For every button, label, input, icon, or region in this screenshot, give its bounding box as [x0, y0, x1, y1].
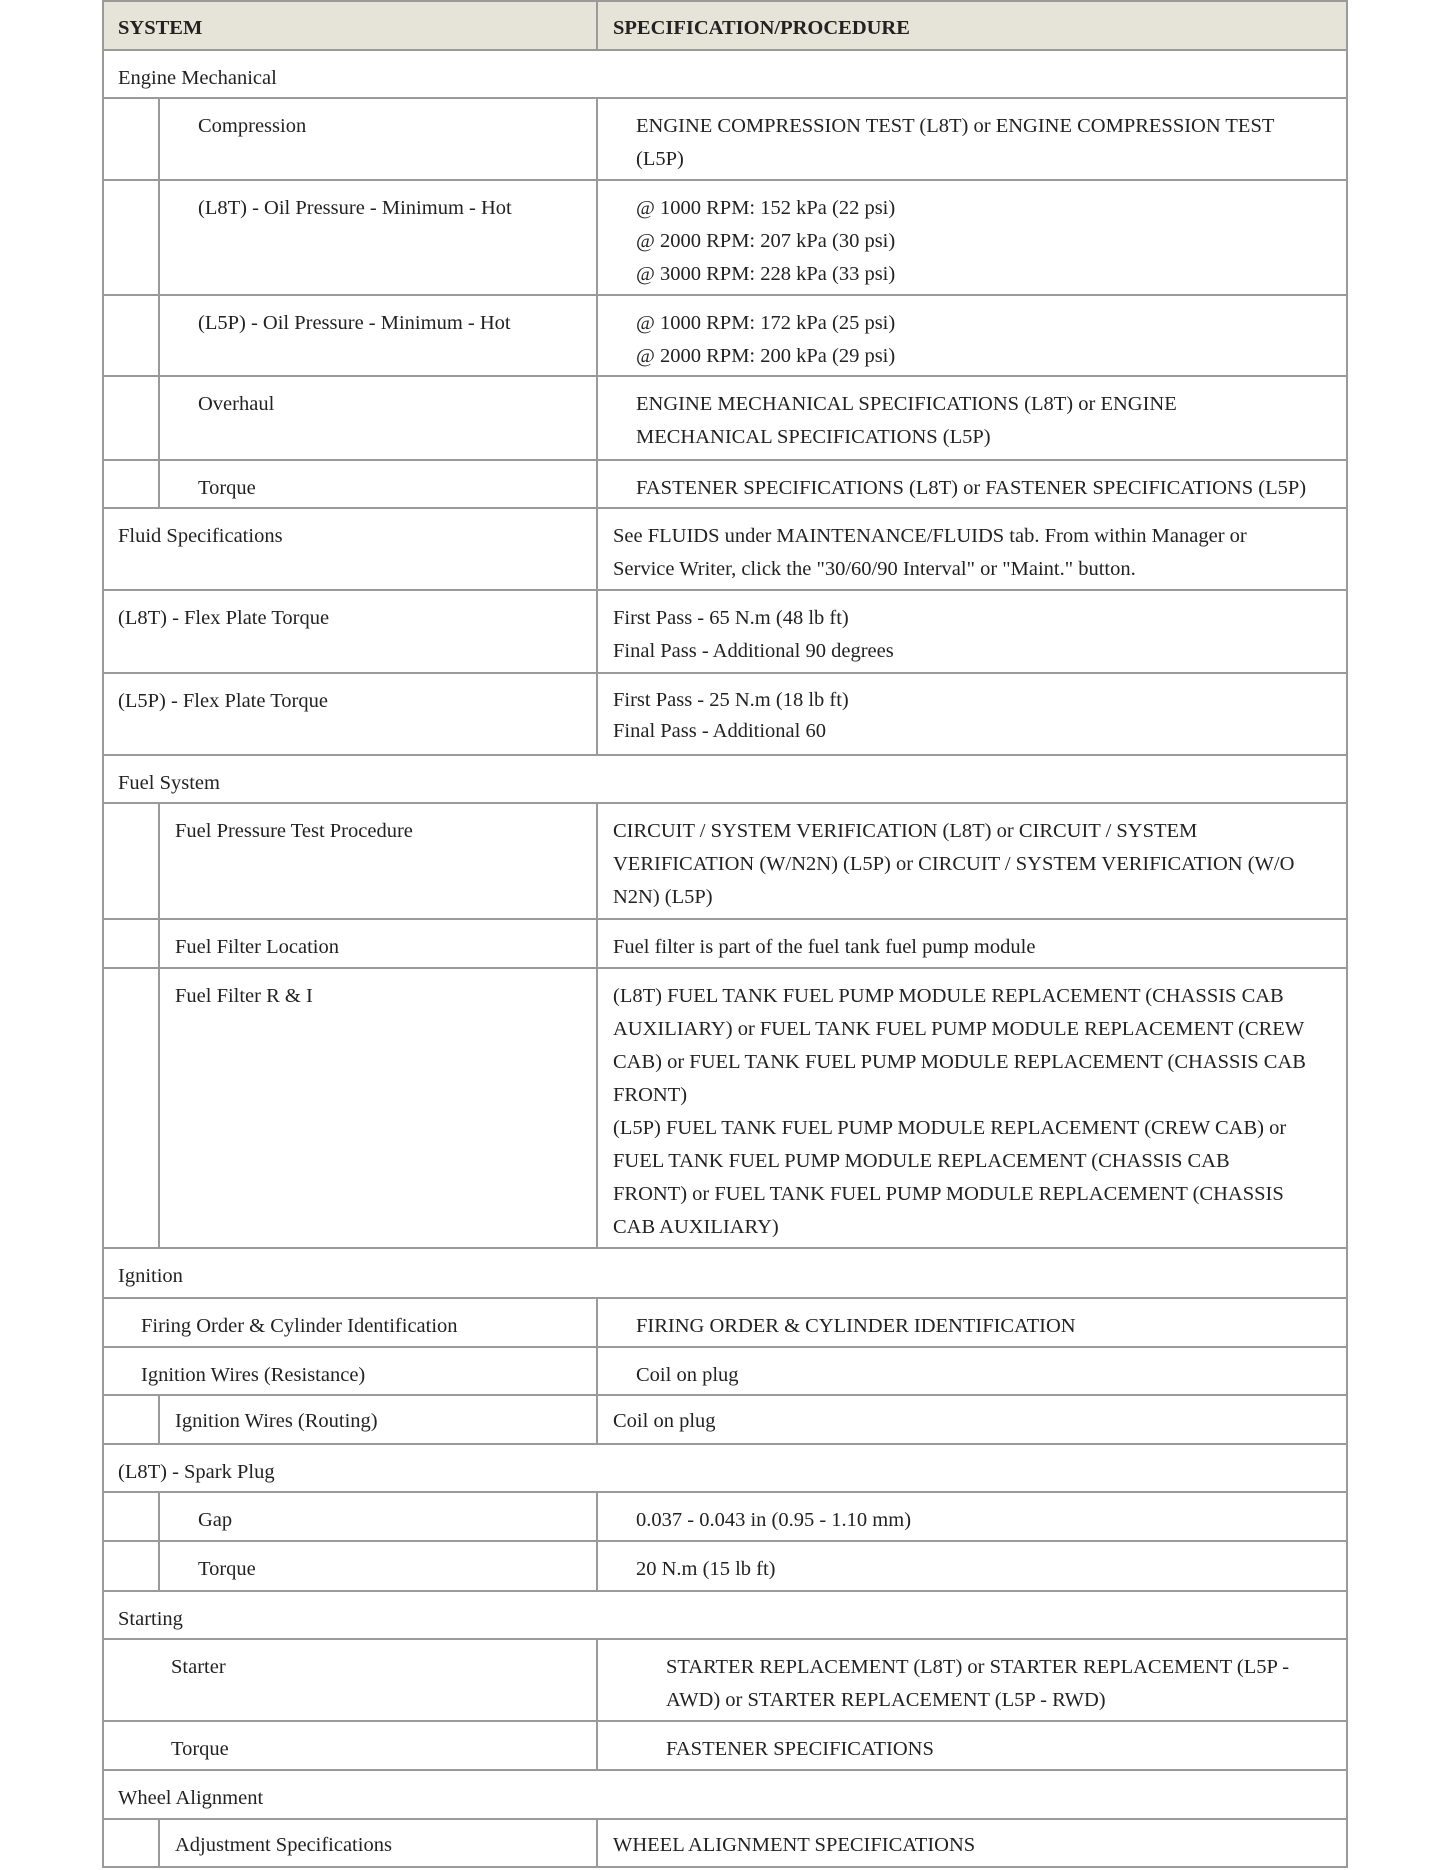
table-row	[102, 1493, 1348, 1542]
spec-text	[636, 1553, 776, 1586]
section-cell	[104, 1445, 1346, 1491]
system-label: Firing Order & Cylinder Identification	[141, 1315, 458, 1337]
section-row-engine-mechanical	[102, 51, 1348, 99]
system-label: Starter	[171, 1656, 226, 1678]
spec-line: @ 2000 RPM: 207 kPa (30 psi)	[636, 230, 896, 252]
spec-line: CAB AUXILIARY)	[613, 1216, 779, 1238]
spec-cell	[598, 969, 1346, 1247]
section-cell	[104, 1592, 1346, 1638]
spec-text	[636, 307, 895, 373]
spec-line: 20 N.m (15 lb ft)	[636, 1558, 776, 1580]
system-cell	[104, 1348, 598, 1394]
indent-cell	[104, 1396, 160, 1443]
system-label: (L8T) - Flex Plate Torque	[118, 607, 330, 629]
spec-cell	[598, 674, 1346, 754]
indent-cell	[104, 804, 160, 918]
section-title: Wheel Alignment	[118, 1787, 264, 1809]
spec-line: AUXILIARY) or FUEL TANK FUEL PUMP MODULE REPLACEMENT (CREW	[613, 1018, 1305, 1040]
spec-line: Coil on plug	[613, 1410, 716, 1432]
spec-line: (L5P) FUEL TANK FUEL PUMP MODULE REPLACEMENT (CREW CAB) or	[613, 1117, 1287, 1139]
section-row-fuel-system	[102, 756, 1348, 804]
system-label: Fuel Filter R & I	[175, 985, 313, 1007]
system-cell	[104, 296, 598, 375]
spec-cell	[598, 591, 1346, 672]
system-label: (L5P) - Oil Pressure - Minimum - Hot	[198, 312, 511, 334]
spec-cell	[598, 1542, 1346, 1590]
system-cell	[104, 509, 598, 589]
system-label: Fuel Pressure Test Procedure	[175, 820, 413, 842]
spec-text	[613, 685, 849, 747]
system-cell	[104, 920, 598, 967]
table-row	[102, 920, 1348, 969]
spec-line: VERIFICATION (W/N2N) (L5P) or CIRCUIT / SYSTEM VERIFICATION (W/O	[613, 853, 1295, 875]
indent-cell	[104, 920, 160, 967]
table-row	[102, 1299, 1348, 1348]
spec-line: @ 2000 RPM: 200 kPa (29 psi)	[636, 345, 896, 367]
spec-line: (L8T) FUEL TANK FUEL PUMP MODULE REPLACEMENT (CHASSIS CAB	[613, 985, 1284, 1007]
table-row	[102, 1722, 1348, 1771]
table-row	[102, 181, 1348, 296]
spec-text	[636, 1310, 1076, 1343]
indent-cell	[104, 1542, 160, 1590]
spec-cell	[598, 1722, 1346, 1769]
indent-cell	[104, 1820, 160, 1866]
table-row	[102, 509, 1348, 591]
system-label: Ignition Wires (Resistance)	[141, 1364, 366, 1386]
spec-cell	[598, 920, 1346, 967]
spec-text	[613, 980, 1306, 1244]
spec-line: Final Pass - Additional 60	[613, 720, 826, 742]
table-row	[102, 1396, 1348, 1445]
spec-line: MECHANICAL SPECIFICATIONS (L5P)	[636, 426, 991, 448]
section-cell	[104, 756, 1346, 802]
table-header-row	[102, 0, 1348, 51]
section-title: (L8T) - Spark Plug	[118, 1461, 275, 1483]
table-row	[102, 969, 1348, 1249]
spec-line: See FLUIDS under MAINTENANCE/FLUIDS tab. From within Manager or	[613, 525, 1247, 547]
spec-cell	[598, 1396, 1346, 1443]
indent-cell	[104, 969, 160, 1247]
system-cell	[104, 1820, 598, 1866]
system-label: Overhaul	[198, 393, 275, 415]
section-cell	[104, 51, 1346, 97]
system-cell	[104, 674, 598, 754]
system-cell	[104, 99, 598, 179]
spec-cell	[598, 1348, 1346, 1394]
system-cell	[104, 804, 598, 918]
system-cell	[104, 377, 598, 459]
spec-cell	[598, 1820, 1346, 1866]
system-cell	[104, 1299, 598, 1346]
table-row	[102, 1348, 1348, 1396]
spec-cell	[598, 377, 1346, 459]
spec-line: FASTENER SPECIFICATIONS (L8T) or FASTENER SPECIFICATIONS (L5P)	[636, 477, 1307, 499]
indent-cell	[104, 296, 160, 375]
system-cell	[104, 181, 598, 294]
indent-cell	[104, 377, 160, 459]
spec-line: Final Pass - Additional 90 degrees	[613, 640, 894, 662]
spec-cell	[598, 99, 1346, 179]
spec-line: (L5P)	[636, 148, 684, 170]
spec-text	[613, 815, 1294, 914]
table-row	[102, 296, 1348, 377]
spec-line: @ 1000 RPM: 172 kPa (25 psi)	[636, 312, 896, 334]
spec-cell	[598, 296, 1346, 375]
table-row	[102, 1640, 1348, 1722]
spec-line: FRONT) or FUEL TANK FUEL PUMP MODULE REPLACEMENT (CHASSIS	[613, 1183, 1284, 1205]
system-label: Adjustment Specifications	[175, 1834, 392, 1856]
spec-line: ENGINE COMPRESSION TEST (L8T) or ENGINE COMPRESSION TEST	[636, 115, 1275, 137]
spec-cell	[598, 181, 1346, 294]
section-row-ignition	[102, 1249, 1348, 1299]
system-label: Fluid Specifications	[118, 525, 283, 547]
table-row	[102, 99, 1348, 181]
header-spec-label: SPECIFICATION/PROCEDURE	[613, 17, 910, 39]
system-label: (L8T) - Oil Pressure - Minimum - Hot	[198, 197, 512, 219]
spec-line: WHEEL ALIGNMENT SPECIFICATIONS	[613, 1834, 976, 1856]
system-cell	[104, 1493, 598, 1540]
section-title: Engine Mechanical	[118, 67, 277, 89]
system-label: Gap	[198, 1509, 233, 1531]
indent-cell	[104, 461, 160, 507]
spec-text	[613, 520, 1247, 586]
spec-line: CAB) or FUEL TANK FUEL PUMP MODULE REPLACEMENT (CHASSIS CAB	[613, 1051, 1306, 1073]
spec-line: First Pass - 65 N.m (48 lb ft)	[613, 607, 849, 629]
table-row	[102, 804, 1348, 920]
spec-cell	[598, 804, 1346, 918]
spec-line: N2N) (L5P)	[613, 886, 713, 908]
spec-line: AWD) or STARTER REPLACEMENT (L5P - RWD)	[666, 1689, 1106, 1711]
spec-line: STARTER REPLACEMENT (L8T) or STARTER REPLACEMENT (L5P -	[666, 1656, 1290, 1678]
spec-line: FASTENER SPECIFICATIONS	[666, 1738, 934, 1760]
system-label: (L5P) - Flex Plate Torque	[118, 690, 328, 712]
spec-cell	[598, 461, 1346, 507]
table-row	[102, 377, 1348, 461]
spec-cell	[598, 1640, 1346, 1720]
spec-text	[636, 472, 1306, 505]
spec-cell	[598, 509, 1346, 589]
spec-line: Coil on plug	[636, 1364, 739, 1386]
table-row	[102, 674, 1348, 756]
section-row-wheel-alignment	[102, 1771, 1348, 1820]
spec-line: FRONT)	[613, 1084, 688, 1106]
spec-text	[666, 1733, 934, 1766]
system-cell	[104, 591, 598, 672]
spec-text	[613, 1405, 716, 1438]
spec-line: First Pass - 25 N.m (18 lb ft)	[613, 689, 849, 711]
spec-cell	[598, 1299, 1346, 1346]
spec-text	[636, 110, 1274, 176]
section-title: Fuel System	[118, 772, 220, 794]
system-label: Compression	[198, 115, 307, 137]
system-cell	[104, 1722, 598, 1769]
system-cell	[104, 461, 598, 507]
spec-text	[636, 1359, 739, 1392]
header-cell-spec	[598, 2, 1346, 49]
table-row	[102, 1542, 1348, 1592]
spec-line: FUEL TANK FUEL PUMP MODULE REPLACEMENT (CHASSIS CAB	[613, 1150, 1230, 1172]
indent-cell	[104, 181, 160, 294]
system-label: Fuel Filter Location	[175, 936, 339, 958]
table-row	[102, 461, 1348, 509]
spec-text	[613, 1829, 975, 1862]
system-cell	[104, 1396, 598, 1443]
spec-line: Service Writer, click the "30/60/90 Interval" or "Maint." button.	[613, 558, 1136, 580]
specifications-table	[102, 0, 1348, 1868]
table-row	[102, 1820, 1348, 1868]
section-row-spark-plug	[102, 1445, 1348, 1493]
spec-cell	[598, 1493, 1346, 1540]
system-label: Torque	[171, 1738, 229, 1760]
header-system-label: SYSTEM	[118, 17, 203, 39]
system-cell	[104, 1542, 598, 1590]
system-label: Ignition Wires (Routing)	[175, 1410, 378, 1432]
spec-text	[636, 1504, 911, 1537]
spec-line: FIRING ORDER & CYLINDER IDENTIFICATION	[636, 1315, 1076, 1337]
system-label: Torque	[198, 477, 256, 499]
spec-line: CIRCUIT / SYSTEM VERIFICATION (L8T) or CIRCUIT / SYSTEM	[613, 820, 1198, 842]
section-row-starting	[102, 1592, 1348, 1640]
spec-line: Fuel filter is part of the fuel tank fuel pump module	[613, 936, 1036, 958]
spec-line: @ 3000 RPM: 228 kPa (33 psi)	[636, 263, 896, 285]
section-title: Ignition	[118, 1265, 183, 1287]
section-cell	[104, 1249, 1346, 1297]
section-title: Starting	[118, 1608, 183, 1630]
spec-text	[636, 388, 1177, 454]
system-cell	[104, 1640, 598, 1720]
spec-text	[613, 931, 1035, 964]
spec-text	[666, 1651, 1289, 1717]
indent-cell	[104, 99, 160, 179]
table-row	[102, 591, 1348, 674]
indent-cell	[104, 1493, 160, 1540]
spec-line: 0.037 - 0.043 in (0.95 - 1.10 mm)	[636, 1509, 912, 1531]
header-cell-system	[104, 2, 598, 49]
system-label: Torque	[198, 1558, 256, 1580]
system-cell	[104, 969, 598, 1247]
spec-line: ENGINE MECHANICAL SPECIFICATIONS (L8T) or ENGINE	[636, 393, 1177, 415]
spec-line: @ 1000 RPM: 152 kPa (22 psi)	[636, 197, 896, 219]
spec-text	[613, 602, 894, 668]
spec-text	[636, 192, 895, 291]
section-cell	[104, 1771, 1346, 1818]
